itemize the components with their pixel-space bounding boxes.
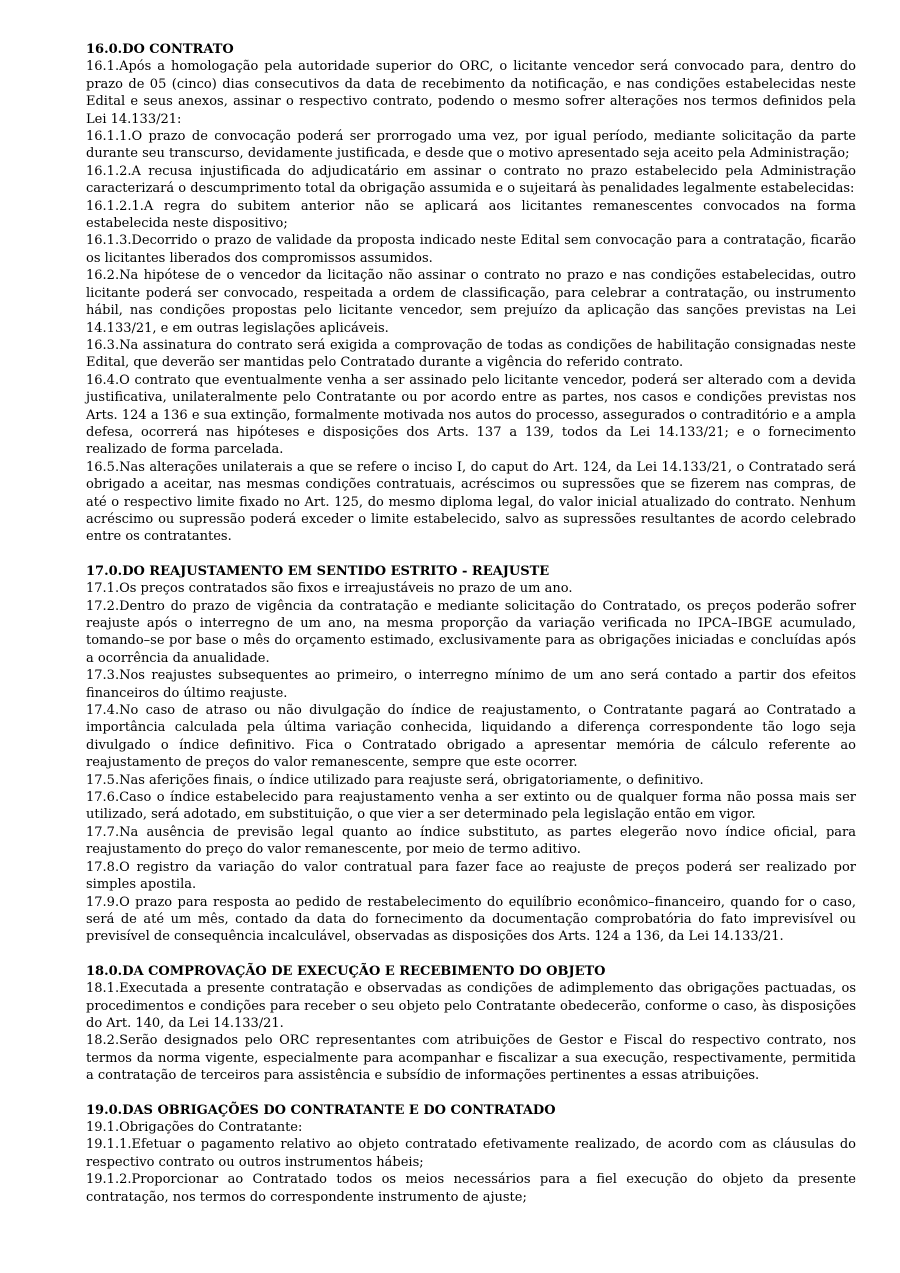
- section-reajuste: [86, 563, 856, 946]
- section-recebimento: [86, 963, 856, 1085]
- clause-16-1: 16.1.Após a homologação pela autoridade superior do ORC, o licitante vencedor será convocado para, dentro do prazo de 05 (cinco) dias consecutivos da data de recebimento da notificação, e nas condições estabelecidas neste Edital e seus anexos, assinar o respectivo contrato, podendo o mesmo sofrer alterações nos termos definidos pela Lei 14.133/21:: [86, 59, 856, 127]
- clause-19-1-2: 19.1.2.Proporcionar ao Contratado todos os meios necessários para a fiel execução do objeto da presente contratação, nos termos do correspondente instrumento de ajuste;: [86, 1172, 856, 1205]
- section-heading: 17.0.DO REAJUSTAMENTO EM SENTIDO ESTRITO - REAJUSTE: [86, 563, 550, 579]
- section-contrato: [86, 41, 856, 546]
- clause-19-1-1: 19.1.1.Efetuar o pagamento relativo ao objeto contratado efetivamente realizado, de acordo com as cláusulas do respectivo contrato ou outros instrumentos hábeis;: [86, 1137, 856, 1170]
- clause-19-1: 19.1.Obrigações do Contratante:: [86, 1119, 303, 1135]
- section-heading: 18.0.DA COMPROVAÇÃO DE EXECUÇÃO E RECEBIMENTO DO OBJETO: [86, 963, 606, 979]
- section-obrigacoes: [86, 1102, 856, 1206]
- clause-16-1-2-1: 16.1.2.1.A regra do subitem anterior não se aplicará aos licitantes remanescentes convocados na forma estabelecida neste dispositivo;: [86, 198, 856, 232]
- clause-17-7: 17.7.Na ausência de previsão legal quanto ao índice substituto, as partes elegerão novo índice oficial, para reajustamento do preço do valor remanescente, por meio de termo aditivo.: [86, 824, 856, 858]
- clause-16-4: 16.4.O contrato que eventualmente venha a ser assinado pelo licitante vencedor, poderá ser alterado com a devida justificativa, unilateralmente pelo Contratante ou por acordo entre as partes, nos casos e condições previstas nos Arts. 124 a 136 e sua extinção, formalmente motivada nos autos do processo, assegurados o contraditório e a ampla defesa, ocorrerá nas hipóteses e disposições dos Arts. 137 a 139, todos da Lei 14.133/21; e o fornecimento realizado de forma parcelada.: [86, 372, 856, 458]
- section-heading: 16.0.DO CONTRATO: [86, 42, 234, 57]
- clause-17-2: 17.2.Dentro do prazo de vigência da contratação e mediante solicitação do Contratado, os preços poderão sofrer reajuste após o interregno de um ano, na mesma proporção da variação verificada no IPCA–IBGE acumulado, tomando–se por base o mês do orçamento estimado, exclusivamente para as obrigações iniciadas e concluídas após a ocorrência da anualidade.: [86, 598, 856, 666]
- clause-16-1-2: 16.1.2.A recusa injustificada do adjudicatário em assinar o contrato no prazo estabelecido pela Administração caracterizará o descumprimento total da obrigação assumida e o sujeitará às penalidades legalmente estabelecidas:: [86, 163, 856, 197]
- clause-16-1-3: 16.1.3.Decorrido o prazo de validade da proposta indicado neste Edital sem convocação para a contratação, ficarão os licitantes liberados dos compromissos assumidos.: [86, 233, 856, 266]
- clause-17-3: 17.3.Nos reajustes subsequentes ao primeiro, o interregno mínimo de um ano será contado a partir dos efeitos financeiros do último reajuste.: [86, 668, 856, 701]
- clause-17-5: 17.5.Nas aferições finais, o índice utilizado para reajuste será, obrigatoriamente, o definitivo.: [86, 772, 704, 788]
- clause-16-5: 16.5.Nas alterações unilaterais a que se refere o inciso I, do caput do Art. 124, da Lei 14.133/21, o Contratado será obrigado a aceitar, nas mesmas condições contratuais, acréscimos ou supressões que se fizerem nas compras, de até o respectivo limite fixado no Art. 125, do mesmo diploma legal, do valor inicial atualizado do contrato. Nenhum acréscimo ou supressão poderá exceder o limite estabelecido, salvo as supressões resultantes de acordo celebrado entre os contratantes.: [86, 459, 856, 545]
- clause-17-4: 17.4.No caso de atraso ou não divulgação do índice de reajustamento, o Contratante pagará ao Contratado a importância calculada pela última variação conhecida, liquidando a diferença correspondente tão logo seja divulgado o índice definitivo. Fica o Contratado obrigado a apresentar memória de cálculo referente ao reajustamento de preços do valor remanescente, sempre que este ocorrer.: [86, 703, 856, 771]
- clause-18-2: 18.2.Serão designados pelo ORC representantes com atribuições de Gestor e Fiscal do respectivo contrato, nos termos da norma vigente, especialmente para acompanhar e fiscalizar a sua execução, respectivamente, permitida a contratação de terceiros para assistência e subsídio de informações pertinentes a essas atribuições.: [86, 1033, 856, 1084]
- section-heading: 19.0.DAS OBRIGAÇÕES DO CONTRATANTE E DO CONTRATADO: [86, 1102, 556, 1118]
- clause-16-1-1: 16.1.1.O prazo de convocação poderá ser prorrogado uma vez, por igual período, mediante solicitação da parte durante seu transcurso, devidamente justificada, e desde que o motivo apresentado seja aceito pela Administração;: [86, 129, 856, 162]
- clause-17-8: 17.8.O registro da variação do valor contratual para fazer face ao reajuste de preços poderá ser realizado por simples apostila.: [86, 859, 856, 893]
- clause-17-6: 17.6.Caso o índice estabelecido para reajustamento venha a ser extinto ou de qualquer forma não possa mais ser utilizado, será adotado, em substituição, o que vier a ser determinado pela legislação então em vigor.: [86, 790, 856, 823]
- clause-18-1: 18.1.Executada a presente contratação e observadas as condições de adimplemento das obrigações pactuadas, os procedimentos e condições para receber o seu objeto pelo Contratante obedecerão, conforme o caso, às disposições do Art. 140, da Lei 14.133/21.: [86, 981, 856, 1031]
- clause-16-3: 16.3.Na assinatura do contrato será exigida a comprovação de todas as condições de habilitação consignadas neste Edital, que deverão ser mantidas pelo Contratado durante a vigência do referido contrato.: [86, 337, 856, 371]
- clause-17-9: 17.9.O prazo para resposta ao pedido de restabelecimento do equilíbrio econômico–financeiro, quando for o caso, será de até um mês, contado da data do fornecimento da documentação comprobatória do fato imprevisível ou previsível de consequência incalculável, observadas as disposições dos Arts. 124 a 136, da Lei 14.133/21.: [86, 894, 856, 945]
- clause-17-1: 17.1.Os preços contratados são fixos e irreajustáveis no prazo de um ano.: [86, 581, 573, 597]
- clause-16-2: 16.2.Na hipótese de o vencedor da licitação não assinar o contrato no prazo e nas condições estabelecidas, outro licitante poderá ser convocado, respeitada a ordem de classificação, para celebrar a contratação, ou instrumento hábil, nas condições propostas pelo licitante vencedor, sem prejuízo da aplicação das sanções previstas na Lei 14.133/21, e em outras legislações aplicáveis.: [86, 268, 856, 336]
